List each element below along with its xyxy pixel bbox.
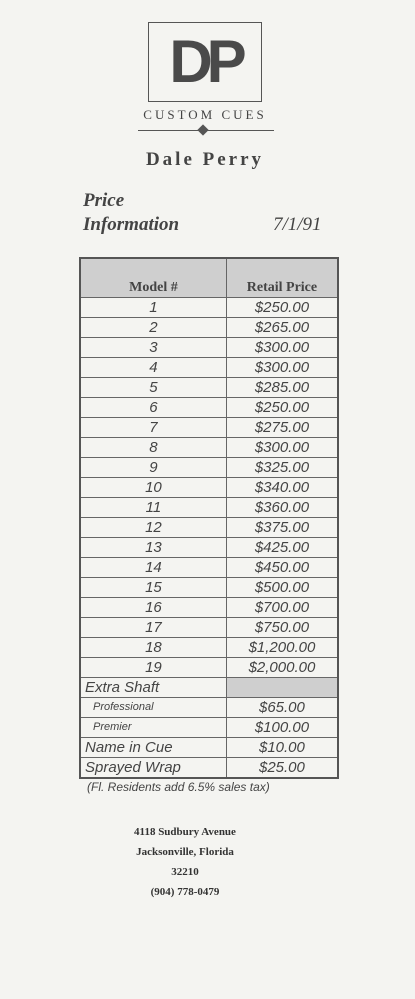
heading-line2: Information: [83, 214, 180, 235]
premier-label: Premier: [80, 718, 226, 738]
retail-price: $275.00: [226, 418, 338, 438]
retail-price: $340.00: [226, 478, 338, 498]
retail-price: $750.00: [226, 618, 338, 638]
extra-shaft-label: Extra Shaft: [80, 678, 226, 698]
table-row: [80, 398, 338, 418]
model-number: 2: [80, 318, 226, 338]
address-phone: (904) 778-0479: [150, 886, 220, 898]
heading-line1: Price: [83, 190, 125, 211]
table-row: [80, 358, 338, 378]
table-row: [80, 498, 338, 518]
header-retail-price: Retail Price: [226, 258, 338, 298]
retail-price: $285.00: [226, 378, 338, 398]
price-table: [79, 257, 339, 779]
price-date: 7/1/91: [273, 214, 322, 235]
diamond-ornament-icon: [197, 124, 208, 135]
retail-price: $2,000.00: [226, 658, 338, 678]
sprayed-wrap-label: Sprayed Wrap: [80, 758, 226, 779]
model-number: 11: [80, 498, 226, 518]
retail-price: $1,200.00: [226, 638, 338, 658]
price-information-heading: [83, 189, 179, 237]
address-street: 4118 Sudbury Avenue: [134, 826, 236, 838]
table-row: [80, 598, 338, 618]
table-row-extra-shaft: [80, 678, 338, 698]
model-number: 16: [80, 598, 226, 618]
premier-price: $100.00: [226, 718, 338, 738]
model-number: 9: [80, 458, 226, 478]
professional-price: $65.00: [226, 698, 338, 718]
name-in-cue-label: Name in Cue: [80, 738, 226, 758]
model-number: 7: [80, 418, 226, 438]
retail-price: $450.00: [226, 558, 338, 578]
retail-price: $250.00: [226, 398, 338, 418]
address-block: [100, 822, 270, 902]
model-number: 13: [80, 538, 226, 558]
model-number: 10: [80, 478, 226, 498]
table-row-premier: [80, 718, 338, 738]
retail-price: $700.00: [226, 598, 338, 618]
retail-price: $300.00: [226, 438, 338, 458]
model-number: 6: [80, 398, 226, 418]
retail-price: $325.00: [226, 458, 338, 478]
table-row-sprayed-wrap: [80, 758, 338, 779]
sprayed-wrap-price: $25.00: [226, 758, 338, 779]
model-number: 12: [80, 518, 226, 538]
table-row: [80, 298, 338, 318]
model-number: 14: [80, 558, 226, 578]
model-number: 8: [80, 438, 226, 458]
owner-name: Dale Perry: [145, 149, 265, 170]
model-number: 15: [80, 578, 226, 598]
table-row: [80, 618, 338, 638]
professional-label: Professional: [80, 698, 226, 718]
table-row: [80, 438, 338, 458]
retail-price: $360.00: [226, 498, 338, 518]
logo-mark: DP: [169, 28, 241, 95]
table-row-professional: [80, 698, 338, 718]
table-row: [80, 658, 338, 678]
extra-shaft-price-blank: [226, 678, 338, 698]
retail-price: $250.00: [226, 298, 338, 318]
table-row: [80, 318, 338, 338]
retail-price: $425.00: [226, 538, 338, 558]
table-row: [80, 378, 338, 398]
table-row: [80, 578, 338, 598]
brand-tagline: CUSTOM CUES: [143, 107, 267, 122]
table-row-name-in-cue: [80, 738, 338, 758]
table-row: [80, 478, 338, 498]
table-row: [80, 338, 338, 358]
model-number: 18: [80, 638, 226, 658]
table-row: [80, 538, 338, 558]
address-city: Jacksonville, Florida: [136, 846, 234, 858]
logo: [148, 22, 262, 102]
retail-price: $265.00: [226, 318, 338, 338]
table-row: [80, 558, 338, 578]
header-model: Model #: [80, 258, 226, 298]
tax-note: (Fl. Residents add 6.5% sales tax): [87, 780, 270, 794]
name-in-cue-price: $10.00: [226, 738, 338, 758]
table-row: [80, 458, 338, 478]
model-number: 17: [80, 618, 226, 638]
table-row: [80, 518, 338, 538]
retail-price: $300.00: [226, 358, 338, 378]
retail-price: $500.00: [226, 578, 338, 598]
table-row: [80, 418, 338, 438]
model-number: 3: [80, 338, 226, 358]
model-number: 19: [80, 658, 226, 678]
table-row: [80, 638, 338, 658]
retail-price: $300.00: [226, 338, 338, 358]
model-number: 1: [80, 298, 226, 318]
table-header-row: [80, 258, 338, 298]
retail-price: $375.00: [226, 518, 338, 538]
model-number: 5: [80, 378, 226, 398]
address-zip: 32210: [171, 866, 199, 878]
model-number: 4: [80, 358, 226, 378]
